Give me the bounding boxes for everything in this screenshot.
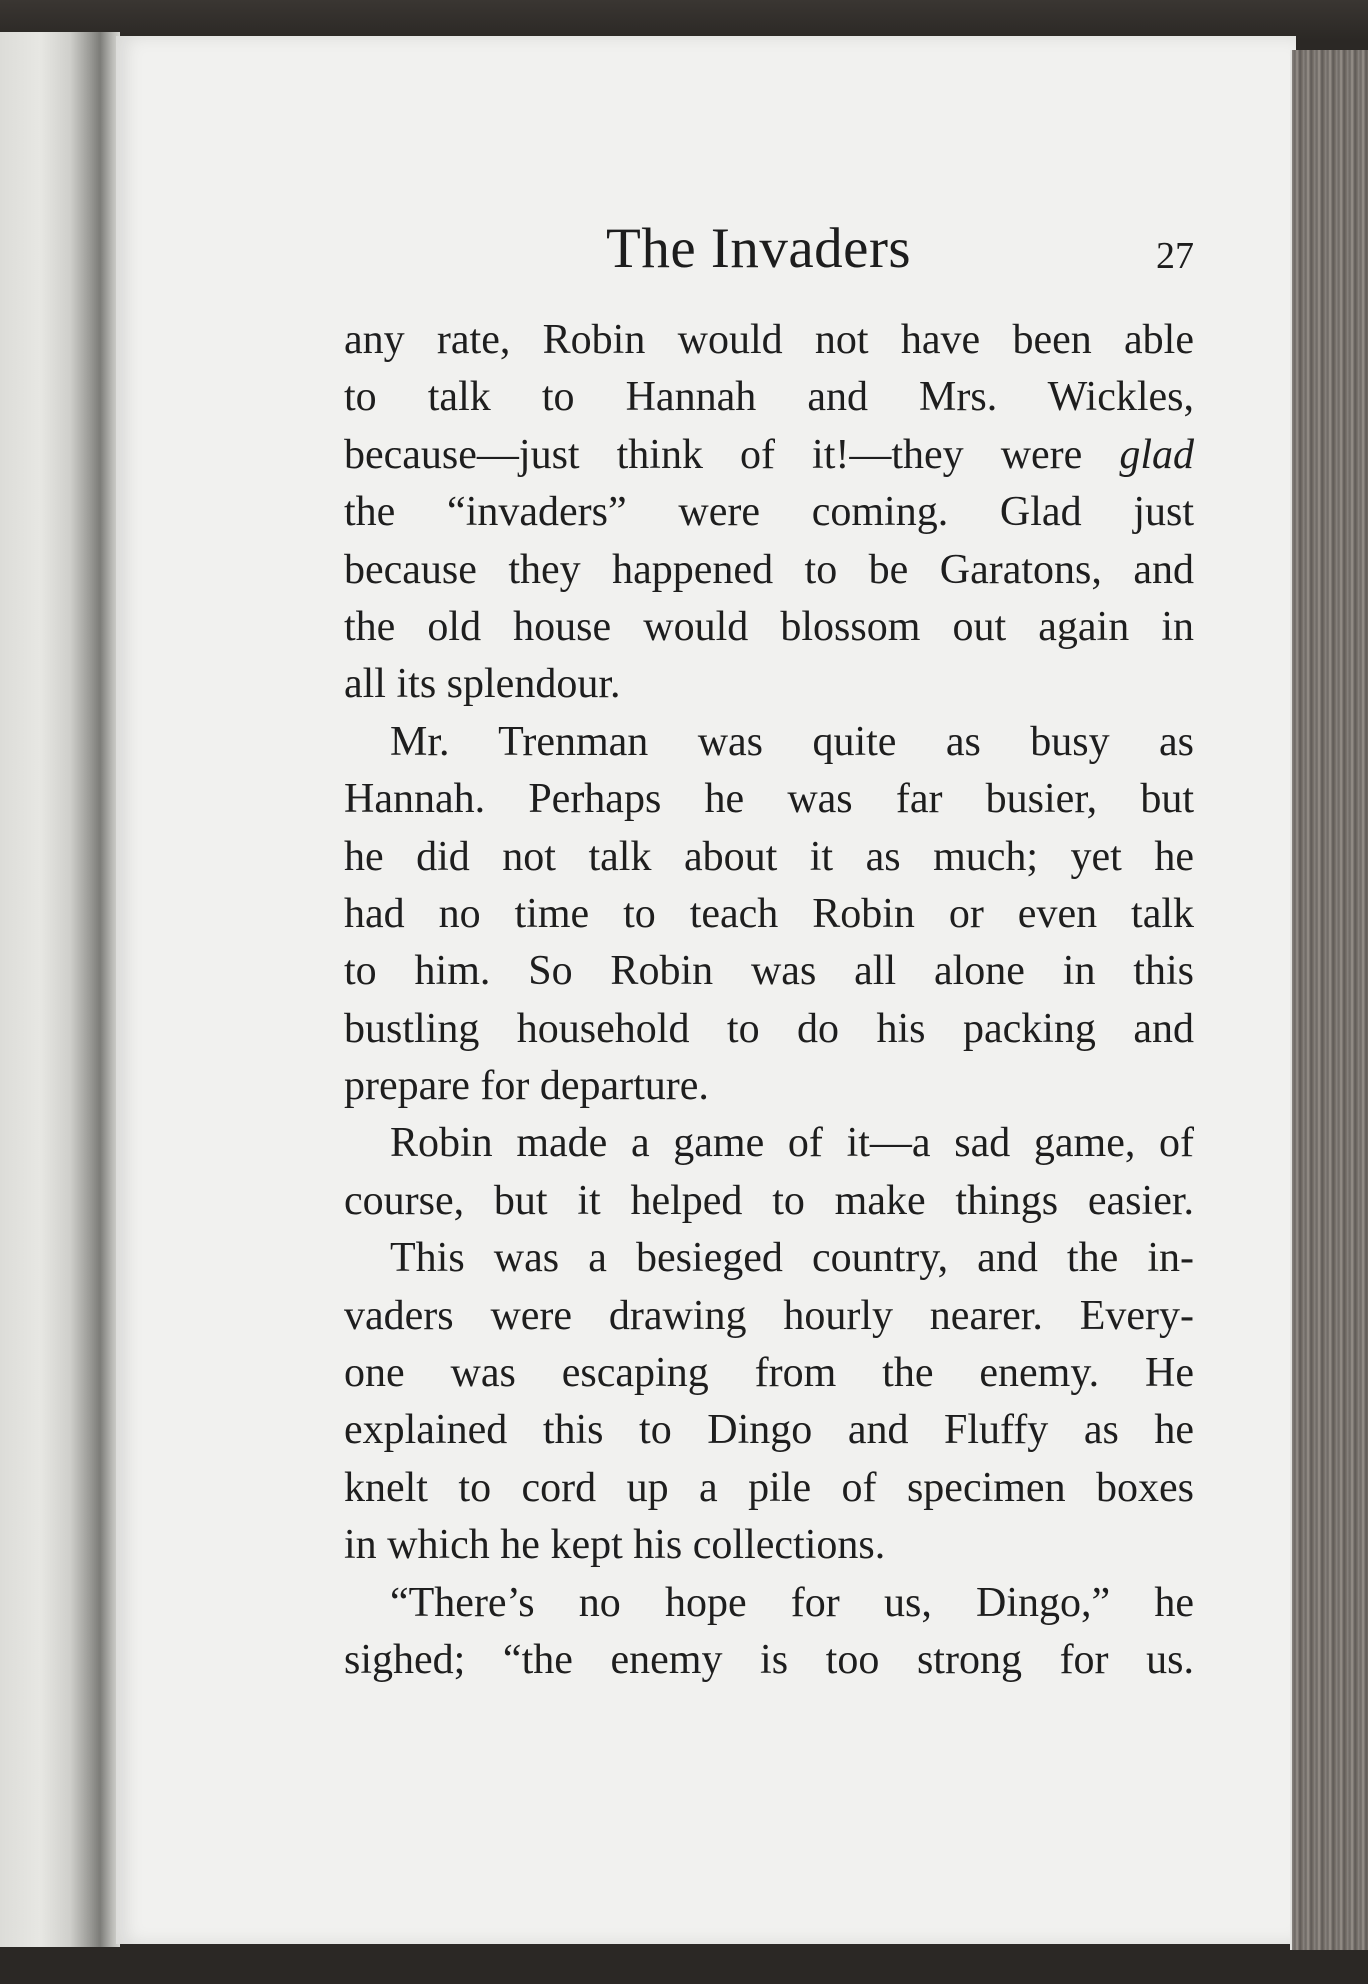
- emphasis-text: glad: [1119, 431, 1194, 478]
- paragraph: [344, 1575, 1194, 1690]
- text-line: any rate, Robin would not have been able: [344, 317, 1194, 363]
- text-line: course, but it helped to make things easier.: [344, 1177, 1194, 1224]
- book-page: [116, 36, 1296, 1944]
- text-line: vaders were drawing hourly nearer. Every-: [344, 1292, 1194, 1339]
- text-line: knelt to cord up a pile of specimen boxes: [344, 1464, 1194, 1511]
- text-line: Robin made a game of it—a sad game, of: [390, 1120, 1194, 1167]
- text-line: the “invaders” were coming. Glad just: [344, 489, 1194, 536]
- text-line: sighed; “the enemy is too strong for us.: [344, 1636, 1194, 1683]
- running-title: The Invaders: [606, 217, 912, 280]
- text-line: [344, 427, 1194, 484]
- facing-page-edge: [0, 32, 120, 1947]
- body-text: [344, 312, 1194, 1689]
- text-line: prepare for departure.: [344, 1063, 709, 1110]
- text-span: because—just think of it!—they were: [344, 431, 1120, 478]
- text-line: Mr. Trenman was quite as busy as: [390, 718, 1194, 765]
- text-line: This was a besieged country, and the in-: [390, 1235, 1194, 1282]
- text-line: because they happened to be Garatons, and: [344, 546, 1194, 593]
- text-line: one was escaping from the enemy. He: [344, 1350, 1194, 1397]
- text-line: had no time to teach Robin or even talk: [344, 890, 1194, 937]
- text-line: “There’s no hope for us, Dingo,” he: [390, 1579, 1194, 1626]
- text-line: explained this to Dingo and Fluffy as he: [344, 1407, 1194, 1454]
- page-block-edge: [1292, 50, 1368, 1950]
- text-line: he did not talk about it as much; yet he: [344, 833, 1194, 880]
- paragraph: [344, 1115, 1194, 1230]
- paragraph: [344, 1230, 1194, 1574]
- text-line: all its splendour.: [344, 661, 621, 708]
- text-line: bustling household to do his packing and: [344, 1005, 1194, 1052]
- page-number: 27: [1156, 235, 1194, 277]
- text-line: the old house would blossom out again in: [344, 603, 1194, 650]
- running-head: [116, 216, 1296, 286]
- text-line: in which he kept his collections.: [344, 1522, 886, 1569]
- paragraph: [344, 312, 1194, 714]
- text-line: Hannah. Perhaps he was far busier, but: [344, 776, 1194, 823]
- text-line: to talk to Hannah and Mrs. Wickles,: [344, 374, 1194, 421]
- text-line: to him. So Robin was all alone in this: [344, 948, 1194, 995]
- paragraph: [344, 714, 1194, 1116]
